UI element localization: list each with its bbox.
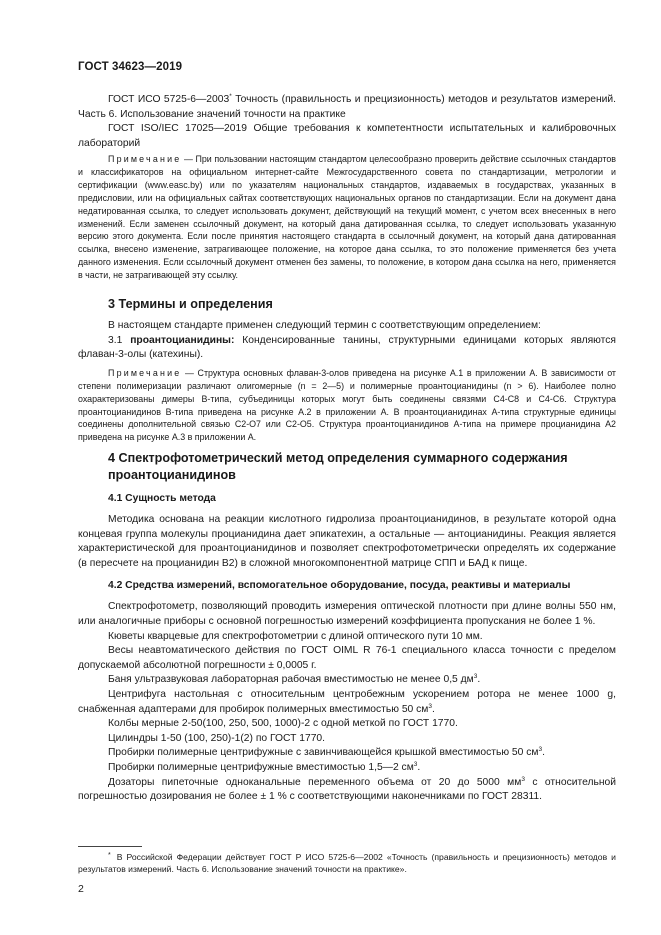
footnote-mark: *	[108, 852, 111, 859]
equipment-item	[78, 688, 616, 717]
normative-references	[78, 93, 616, 151]
note-label: Примечание	[108, 154, 182, 164]
section-3-note	[78, 367, 616, 444]
section-4	[78, 450, 616, 805]
footnote	[78, 850, 616, 876]
superscript: 3	[521, 775, 525, 783]
term-definition	[78, 334, 616, 363]
equipment-item: Колбы мерные 2-50(100, 250, 500, 1000)-2 с одной меткой по ГОСТ 1770.	[108, 718, 458, 730]
equipment-item: Кюветы кварцевые для спектрофотометрии с длиной оптического пути 10 мм.	[108, 630, 483, 642]
item-text: Центрифуга настольная с относительным центробежным ускорением ротора не менее 1000 g, снабженная адаптерами для пробирок полимерных вместимостью 50 см	[78, 688, 616, 715]
subsection-4-1-text: Методика основана на реакции кислотного гидролиза проантоцианидинов, в результате которой одна концевая группа молекулы процианидина дает эпикатехин, а остальные — антоцианидины. Реакция является характеристической для проантоцианидинов и позволяет спектрофотометрически определять их содержание (в пересчете на процианидин В2) в сложной многокомпонентной матрице СПП и БАД к пище.	[78, 514, 616, 569]
section-3-title: 3 Термины и определения	[108, 297, 273, 311]
footnote-marker: *	[229, 93, 232, 100]
note-label: Примечание	[108, 367, 182, 378]
equipment-item	[78, 673, 616, 688]
section-4-title: 4 Спектрофотометрический метод определения суммарного содержания проантоцианидинов	[108, 451, 568, 482]
reference-title: Точность (правильность и прецизионность) методов и результатов измерений. Часть 6. Использование значений точности на практике	[78, 94, 616, 120]
term-name: проантоцианидины:	[130, 334, 235, 346]
superscript: 3	[538, 746, 543, 754]
superscript: 3	[428, 702, 432, 710]
reference-gost-iso-iec-17025: ГОСТ ISO/IEC 17025—2019 Общие требования к компетентности испытательных и калибровочных лабораторий	[78, 123, 616, 149]
superscript: 3	[473, 673, 478, 681]
item-text: Пробирки полимерные центрифужные вместимостью 1,5—2 см	[108, 761, 414, 773]
section-3	[78, 296, 616, 444]
item-text: Пробирки полимерные центрифужные с завинчивающейся крышкой вместимостью 50 см	[108, 747, 539, 759]
equipment-item	[78, 776, 616, 805]
page-number: 2	[78, 883, 84, 895]
reference-gost-iso-5725-6	[78, 93, 616, 122]
footnote-text: В Российской Федерации действует ГОСТ Р ИСО 5725-6—2002 «Точность (правильность и прецизионность) методов и результатов измерений. Часть 6. Использование значений точности на практике».	[78, 852, 616, 875]
note-paragraph	[78, 153, 616, 282]
standard-header: ГОСТ 34623—2019	[78, 61, 183, 73]
superscript: 3	[413, 760, 418, 768]
term-number: 3.1	[108, 334, 131, 346]
item-text: .	[542, 747, 545, 759]
equipment-item: Цилиндры 1-50 (100, 250)-1(2) по ГОСТ 1770.	[108, 732, 326, 744]
item-text: с относительной погрешностью дозирования не более ± 1 % с соответствующими наконечниками по ГОСТ 28311.	[78, 776, 616, 803]
note-text: — При пользовании настоящим стандартом целесообразно проверить действие ссылочных стандартов и классификаторов на официальном интернет-сайте Межгосударственного совета по стандартизации, метрологии и сертификации (www.easc.by) или по указателям национальных стандартов, издаваемых в государствах, указанных в предисловии, или на официальных сайтах соответствующих национальных органов по стандартизации. Если на документ дана недатированная ссылка, то следует использовать документ, действующий на текущий момент, с учетом всех внесенных в него изменений. Если заменен ссылочный документ, на который дана датированная ссылка, то следует использовать указанную версию этого документа. Если после принятия настоящего стандарта в ссылочный документ, на который дана датированная ссылка, внесено изменение, затрагивающее положение, на которое дана ссылка, то это положение применяется без учета данного изменения. Если ссылочный документ отменен без замены, то положение, в котором дана ссылка на него, применяется в части, не затрагивающей эту ссылку.	[78, 154, 616, 281]
term-definition-text: Конденсированные танины, структурными единицами которых являются флаван-3-олы (катехины).	[78, 334, 616, 361]
equipment-item: Спектрофотометр, позволяющий проводить измерения оптической плотности при длине волны 550 нм, или аналогичные приборы с основной погрешностью измерений коэффициента пропускания не более 1 %.	[78, 601, 616, 627]
subsection-4-2-title: 4.2 Средства измерений, вспомогательное оборудование, посуда, реактивы и материалы	[108, 580, 571, 592]
equipment-item	[78, 761, 616, 776]
reference-code: ГОСТ ИСО 5725-6—2003	[108, 94, 230, 105]
section-3-intro: В настоящем стандарте применен следующий термин с соответствующим определением:	[108, 320, 541, 331]
item-text: .	[477, 674, 481, 686]
item-text: .	[431, 703, 435, 715]
note-references	[78, 153, 616, 282]
item-text: Дозаторы пипеточные одноканальные переменного объема от 20 до 5000 мм	[108, 776, 522, 788]
item-text: .	[417, 761, 421, 773]
subsection-4-1-title: 4.1 Сущность метода	[108, 493, 216, 504]
equipment-item: Весы неавтоматического действия по ГОСТ OIML R 76-1 специального класса точности с пределом допускаемой абсолютной погрешности ± 0,0005 г.	[78, 645, 616, 671]
footnote-divider	[78, 846, 142, 847]
equipment-item	[78, 746, 616, 761]
item-text: Баня ультразвуковая лабораторная рабочая вместимостью не менее 0,5 дм	[108, 674, 474, 686]
note-text: — Структура основных флаван-3-олов приведена на рисунке А.1 в приложении А. В зависимости от степени полимеризации различают олигомерные (n = 2—5) и полимерные проантоцианидины (n > 6). Наиболее полно охарактеризованы димеры B-типа, субъединицы которых могут быть соединены связями С4-С8 и С4-С6. Структура проантоцианидинов B-типа приведена на рисунке А.2 в приложении А. В проантоцианидинах А-типа структурные единицы соединены дополнительной связью С2-О7 или С2-О5. Структура проантоцианидинов А-типа на примере процианидина А2 приведена на рисунке А.3 в приложении А.	[78, 367, 616, 443]
